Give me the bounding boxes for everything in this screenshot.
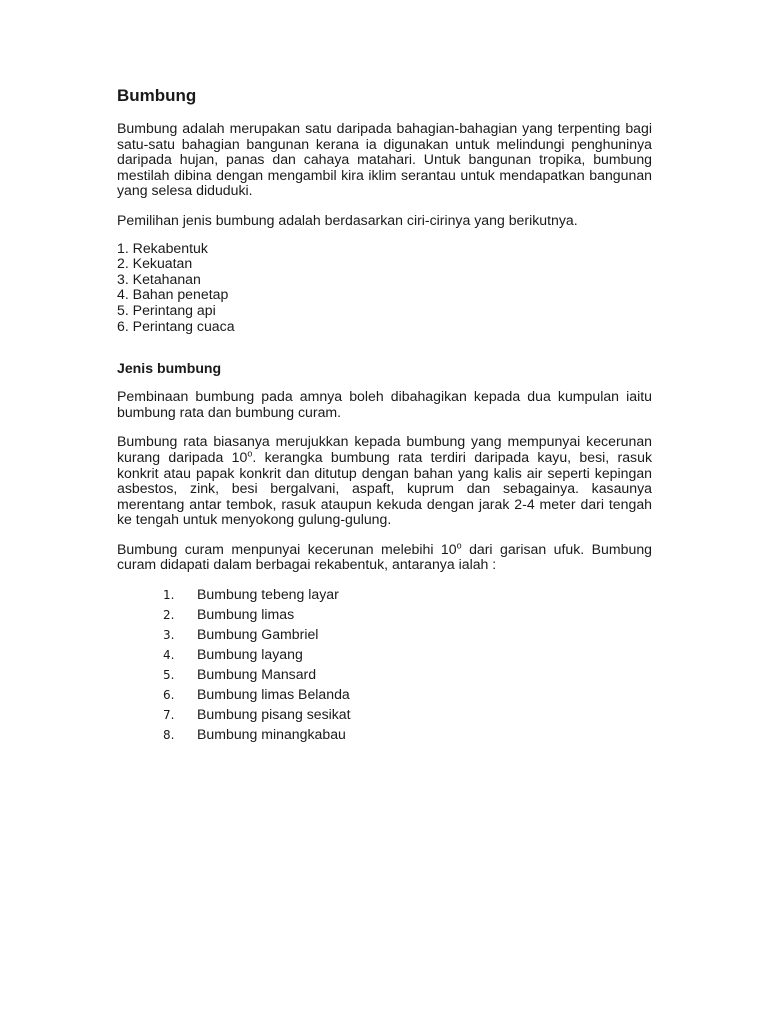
roof-type-item [117, 604, 652, 624]
steep-roof-text-a: Bumbung curam menpunyai kecerunan melebihi 10 [117, 540, 457, 557]
roof-type-item [117, 624, 652, 644]
degree-mark: o [247, 448, 253, 459]
list-number: 1. [163, 588, 175, 603]
roof-type-item [117, 704, 652, 724]
list-number: 2. [163, 608, 175, 623]
criteria-item: 6. Perintang cuaca [117, 317, 235, 334]
roof-type-label: Bumbung limas [197, 606, 295, 623]
groups-paragraph: Pembinaan bumbung pada amnya boleh dibahagikan kepada dua kumpulan iaitu bumbung rata dan bumbung curam. [117, 388, 652, 420]
criteria-item: 3. Ketahanan [117, 270, 201, 287]
intro-paragraph: Bumbung adalah merupakan satu daripada bahagian-bahagian yang terpenting bagi satu-satu bahagian bangunan kerana ia digunakan untuk melindungi penghuninya daripada hujan, panas dan cahaya matahari. Untuk bangunan tropika, bumbung mestilah dibina dengan mengambil kira iklim serantau untuk mendapatkan bangunan yang selesa diduduki. [117, 120, 652, 199]
list-number: 6. [163, 688, 175, 703]
selection-paragraph: Pemilihan jenis bumbung adalah berdasarkan ciri-cirinya yang berikutnya. [117, 211, 578, 228]
roof-type-item [117, 584, 652, 604]
criteria-item: 1. Rekabentuk [117, 239, 208, 256]
criteria-item: 2. Kekuatan [117, 255, 193, 272]
roof-type-label: Bumbung limas Belanda [197, 686, 350, 703]
roof-type-label: Bumbung pisang sesikat [197, 706, 351, 723]
list-number: 4. [163, 648, 175, 663]
criteria-item: 5. Perintang api [117, 301, 216, 318]
criteria-item: 4. Bahan penetap [117, 286, 229, 303]
flat-roof-text-a: Bumbung rata biasanya merujukkan kepada bumbung yang mempunyai kecerunan kurang daripada 10 [117, 433, 652, 465]
criteria-list [117, 241, 652, 335]
roof-type-item [117, 644, 652, 664]
roof-type-label: Bumbung layang [197, 646, 303, 663]
page-title: Bumbung [117, 86, 197, 105]
roof-type-label: Bumbung Mansard [197, 666, 317, 683]
flat-roof-paragraph [117, 434, 652, 528]
list-number: 5. [163, 668, 175, 683]
roof-type-item [117, 724, 652, 744]
document-page [117, 86, 652, 744]
list-number: 3. [163, 628, 175, 643]
section-heading: Jenis bumbung [117, 360, 222, 377]
steep-roof-text-b: dari garisan ufuk. Bumbung curam didapati dalam berbagai rekabentuk, antaranya ialah : [117, 540, 652, 573]
roof-types-list [117, 584, 652, 744]
roof-type-label: Bumbung Gambriel [197, 626, 319, 643]
steep-roof-paragraph [117, 542, 652, 573]
flat-roof-text-b: . kerangka bumbung rata terdiri daripada kayu, besi, rasuk konkrit atau papak konkrit dan ditutup dengan bahan yang kalis air seperti kepingan asbestos, zink, besi bergalvani, aspaft, kuprum dan sebagainya. kasaunya merentang antar tembok, rasuk ataupun kekuda dengan jarak 2-4 meter dari tengah ke tengah untuk menyokong gulung-gulung. [117, 448, 652, 528]
roof-type-item [117, 664, 652, 684]
list-number: 7. [163, 708, 175, 723]
degree-mark: o [456, 540, 462, 551]
list-number: 8. [163, 728, 175, 743]
roof-type-item [117, 684, 652, 704]
roof-type-label: Bumbung minangkabau [197, 726, 346, 743]
roof-type-label: Bumbung tebeng layar [197, 586, 339, 603]
